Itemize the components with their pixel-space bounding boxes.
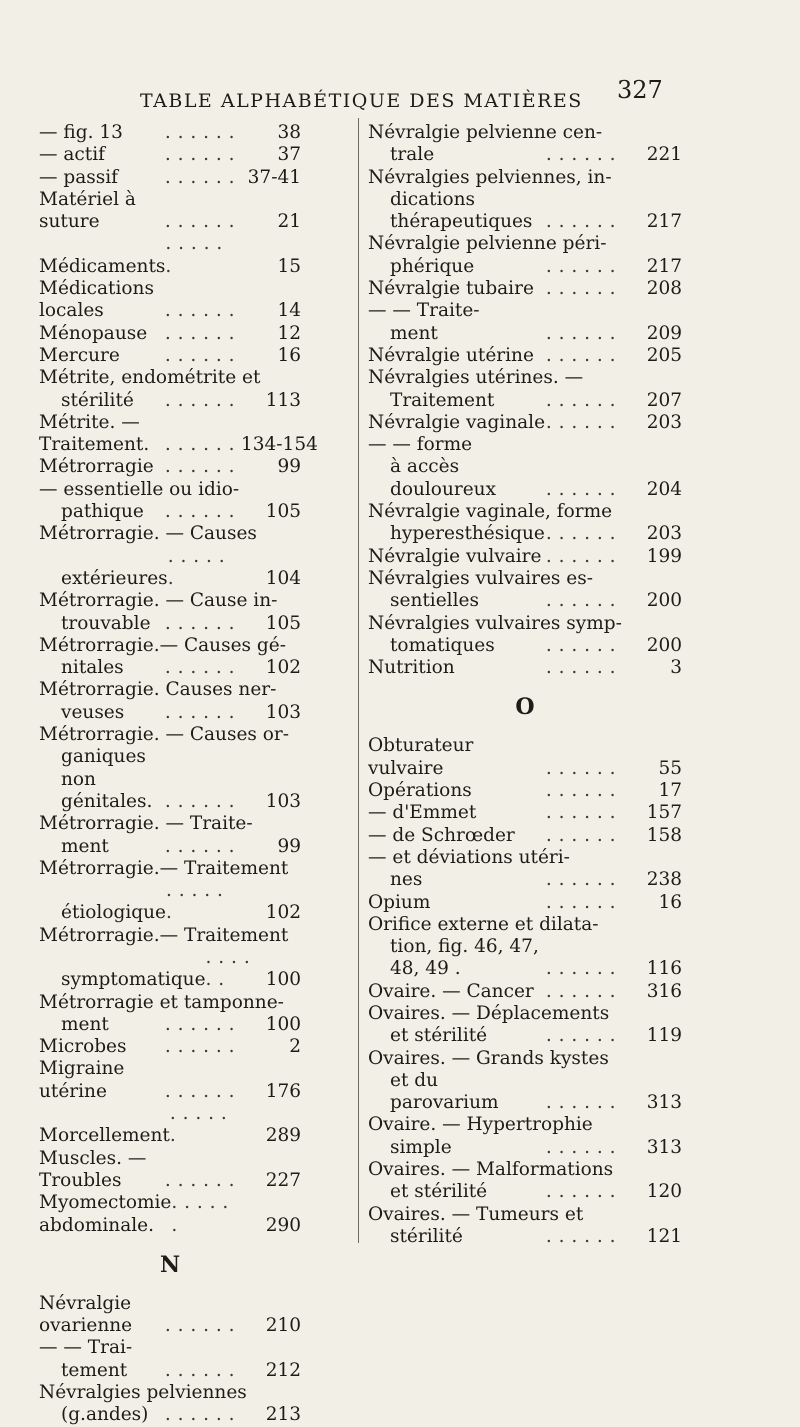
- entry-page-number: 16: [277, 344, 301, 366]
- entry-text: Métrorragie. — Traite-: [39, 813, 253, 835]
- leader-dots: . . . . . .: [545, 211, 616, 233]
- leader-dots: . . . . . .: [545, 590, 616, 612]
- index-entry: [39, 1337, 301, 1382]
- index-entry: [368, 1204, 682, 1249]
- entry-text: Muscles. — Troubles: [39, 1147, 147, 1191]
- entry-text: Métrite, endométrite et: [39, 367, 261, 389]
- entry-text: Myomectomie abdominale.: [39, 1192, 172, 1236]
- leader-dots: . . . . . .: [164, 701, 235, 723]
- entry-page-number: 313: [646, 1136, 682, 1158]
- entry-page-number: 207: [646, 389, 682, 411]
- entry-page-number: 119: [646, 1025, 682, 1047]
- entry-text: Opium: [368, 891, 431, 913]
- entry-page-number: 99: [277, 835, 301, 857]
- index-entry: [39, 992, 301, 1037]
- leader-dots: . . . . . .: [164, 434, 235, 456]
- entry-text: Ovaires. — Grands kystes: [368, 1047, 609, 1069]
- index-entry: [39, 523, 301, 590]
- entry-page-number: 199: [646, 545, 682, 567]
- index-entry: [39, 1036, 301, 1058]
- index-entry: [368, 300, 682, 345]
- entry-text: — actif: [39, 144, 105, 166]
- leader-dots: . . . . . .: [545, 389, 616, 411]
- entry-text: Morcellement: [39, 1125, 170, 1147]
- entry-text: tion, fig. 46, 47, 48, 49 .: [390, 936, 539, 980]
- leader-dots: . . . . . .: [545, 824, 616, 846]
- leader-dots: . . . . . .: [164, 322, 235, 344]
- entry-text: Médications locales: [39, 278, 154, 322]
- index-entry: [368, 914, 682, 981]
- entry-text: Matériel à suture: [39, 188, 136, 233]
- entry-page-number: 208: [646, 278, 682, 300]
- leader-dots: . . . . . .: [164, 300, 235, 322]
- index-entry: [368, 1003, 682, 1048]
- entry-text: — essentielle ou idio-: [39, 478, 240, 500]
- entry-text: tomatiques: [390, 634, 495, 656]
- index-entry: [368, 546, 682, 568]
- entry-page-number: 102: [265, 657, 301, 679]
- leader-dots: . . . . . .: [545, 869, 616, 891]
- entry-page-number: 205: [646, 344, 682, 366]
- index-entry: [368, 167, 682, 234]
- entry-text: Métrorragie. — Causes: [39, 523, 257, 545]
- entry-text: Microbes: [39, 1036, 127, 1058]
- leader-dots: . . . . . .: [545, 322, 616, 344]
- entry-text: extérieures: [61, 567, 168, 589]
- entry-page-number: 12: [277, 322, 301, 344]
- index-entry: [39, 323, 301, 345]
- entry-text: simple: [390, 1136, 452, 1158]
- entry-text: Névralgie utérine: [368, 344, 534, 366]
- entry-text: Métrorragie et tamponne-: [39, 991, 284, 1013]
- index-entry: [368, 122, 682, 167]
- entry-page-number: 209: [646, 322, 682, 344]
- entry-text: ganiques non génitales.: [61, 746, 153, 812]
- entry-text: Métrorragie. — Cause in-: [39, 590, 278, 612]
- entry-page-number: 134-154: [241, 434, 318, 456]
- column-divider: [358, 118, 359, 1243]
- entry-text: phérique: [390, 255, 475, 277]
- leader-dots: . . . . . .: [164, 790, 235, 812]
- leader-dots: . . . . . .: [171, 1192, 229, 1236]
- index-entry: [39, 122, 301, 144]
- leader-dots: . . . . . .: [164, 501, 235, 523]
- entry-text: Ovaire. — Cancer: [368, 980, 534, 1002]
- leader-dots: . . . . . .: [164, 456, 235, 478]
- entry-page-number: 105: [265, 501, 301, 523]
- index-entry: [368, 345, 682, 367]
- index-entry: [39, 167, 301, 189]
- entry-text: Névralgie tubaire: [368, 278, 534, 300]
- leader-dots: . . . . . .: [164, 1013, 235, 1035]
- entry-text: Nutrition: [368, 657, 455, 679]
- index-entry: [39, 189, 301, 234]
- leader-dots: . . . . . .: [164, 835, 235, 857]
- entry-page-number: 227: [265, 1169, 301, 1191]
- leader-dots: . . . . . .: [545, 523, 616, 545]
- entry-text: Névralgies vulvaires es-: [368, 567, 593, 589]
- index-entry: [368, 278, 682, 300]
- index-entry: [368, 233, 682, 278]
- leader-dots: . . . . . .: [164, 389, 235, 411]
- entry-text: stérilité: [390, 1225, 463, 1247]
- entry-text: et stérilité: [390, 1025, 488, 1047]
- leader-dots: . . . . . .: [545, 411, 616, 433]
- index-entry: [39, 144, 301, 166]
- entry-page-number: 238: [646, 869, 682, 891]
- entry-page-number: 103: [265, 701, 301, 723]
- entry-text: Névralgie pelvienne cen-: [368, 122, 603, 143]
- leader-dots: . . . . . .: [545, 1225, 616, 1247]
- leader-dots: . . . . . .: [164, 1169, 235, 1191]
- leader-dots: . . . . . .: [164, 1315, 235, 1337]
- entry-text: trouvable: [61, 612, 151, 634]
- entry-text: nitales: [61, 657, 124, 679]
- entry-text: Névralgie vaginale: [368, 411, 546, 433]
- entry-page-number: 200: [646, 634, 682, 656]
- leader-dots: . . . . . .: [164, 122, 235, 143]
- entry-text: Métrorragie.— Causes gé-: [39, 634, 286, 656]
- entry-text: Obturateur vulvaire: [368, 735, 474, 779]
- index-entry: [39, 1382, 301, 1427]
- right-column: [368, 122, 682, 1248]
- entry-page-number: 102: [265, 902, 301, 924]
- entry-page-number: 55: [658, 757, 682, 779]
- index-entry: [368, 847, 682, 892]
- leader-dots: . . . . . .: [164, 144, 235, 166]
- entry-page-number: 213: [265, 1404, 301, 1426]
- index-entry: [39, 411, 318, 457]
- entry-text: Traitement: [390, 389, 495, 411]
- entry-page-number: 113: [265, 389, 301, 411]
- entry-page-number: 17: [658, 780, 682, 802]
- index-entry: [368, 501, 682, 546]
- entry-page-number: 203: [646, 411, 682, 433]
- entry-text: Ovaires. — Malformations: [368, 1159, 614, 1181]
- index-entry: [39, 635, 301, 680]
- index-entry: [368, 802, 682, 824]
- entry-text: — — Traite-: [368, 300, 480, 322]
- entry-page-number: 210: [265, 1315, 301, 1337]
- entry-page-number: 290: [265, 1214, 301, 1236]
- entry-text: nes: [390, 869, 423, 891]
- index-entry: [368, 1159, 682, 1204]
- entry-text: tement: [61, 1359, 128, 1381]
- index-entry: [368, 825, 682, 847]
- index-entry: [39, 456, 301, 478]
- index-entry: [368, 613, 682, 658]
- entry-text: symptomatique: [61, 969, 206, 991]
- index-entry: [39, 479, 301, 524]
- index-entry: [39, 813, 301, 858]
- entry-text: Médicaments: [39, 255, 166, 277]
- leader-dots: . . . . . .: [545, 757, 616, 779]
- entry-text: — d'Emmet: [368, 802, 477, 824]
- entry-text: Névralgies pelviennes: [39, 1382, 247, 1404]
- index-entry: [39, 1293, 301, 1338]
- entry-page-number: 103: [265, 790, 301, 812]
- leader-dots: . . . . . .: [164, 211, 235, 233]
- leader-dots: . . . . . .: [545, 1092, 616, 1114]
- leader-dots: . . . . . .: [169, 1103, 228, 1147]
- entry-page-number: 99: [277, 456, 301, 478]
- entry-text: ment: [390, 322, 438, 344]
- leader-dots: . . . . . .: [545, 1136, 616, 1158]
- entry-text: Névralgies vulvaires symp-: [368, 612, 622, 634]
- entry-text: Orifice externe et dilata-: [368, 913, 599, 935]
- leader-dots: . . . . . .: [545, 255, 616, 277]
- leader-dots: . . . . . .: [165, 880, 224, 924]
- entry-text: étiologique: [61, 902, 166, 924]
- entry-page-number: 37-41: [247, 166, 301, 188]
- index-entry: [39, 278, 301, 323]
- index-entry: [368, 892, 682, 914]
- leader-dots: . . . . . .: [545, 780, 616, 802]
- leader-dots: . . . . . .: [164, 612, 235, 634]
- entry-text: Ovaires. — Déplacements: [368, 1002, 610, 1024]
- entry-page-number: 289: [265, 1125, 301, 1147]
- index-entry: [368, 412, 682, 434]
- index-entry: [368, 657, 682, 679]
- entry-page-number: 212: [265, 1359, 301, 1381]
- leader-dots: . . . . . .: [165, 233, 223, 277]
- entry-page-number: 100: [265, 969, 301, 991]
- entry-text: Migraine utérine: [39, 1058, 125, 1102]
- entry-page-number: 38: [277, 122, 301, 143]
- entry-text: — de Schrœder: [368, 824, 515, 846]
- index-entry: [39, 724, 301, 813]
- index-entry: [39, 233, 301, 278]
- entry-text: Métrite. — Traitement.: [39, 411, 150, 456]
- entry-page-number: 100: [265, 1013, 301, 1035]
- page-number: 327: [617, 76, 663, 104]
- leader-dots: . . . . . .: [545, 980, 616, 1002]
- leader-dots: . . . . . .: [545, 545, 616, 567]
- entry-text: et du parovarium: [390, 1069, 499, 1114]
- leader-dots: . . . . . .: [545, 1181, 616, 1203]
- index-entry: [368, 434, 682, 501]
- index-entry: [39, 1058, 301, 1103]
- entry-text: Ovaires. — Tumeurs et: [368, 1203, 584, 1225]
- entry-page-number: 105: [265, 612, 301, 634]
- entry-page-number: 200: [646, 590, 682, 612]
- entry-text: pathique: [61, 501, 144, 523]
- entry-page-number: 313: [646, 1092, 682, 1114]
- index-entry: [368, 568, 682, 613]
- section-letter: N: [159, 1251, 181, 1278]
- index-entry: [368, 367, 682, 412]
- entry-page-number: 37: [277, 144, 301, 166]
- leader-dots: . . . . . .: [545, 1025, 616, 1047]
- index-entry: [39, 1103, 301, 1148]
- index-entry: [39, 590, 301, 635]
- entry-text: — et déviations utéri-: [368, 846, 570, 868]
- entry-text: Ovaire. — Hypertrophie: [368, 1114, 593, 1136]
- entry-text: sentielles: [390, 590, 479, 612]
- entry-text: Ménopause: [39, 322, 148, 344]
- entry-text: dications thérapeutiques: [390, 188, 533, 233]
- left-column: [39, 122, 318, 1427]
- entry-text: à accès douloureux: [390, 456, 497, 500]
- entry-text: — — Trai-: [39, 1337, 133, 1359]
- entry-text: trale: [390, 144, 435, 166]
- entry-text: Métrorragie: [39, 456, 154, 478]
- leader-dots: . . . . . .: [164, 1359, 235, 1381]
- entry-text: Mercure: [39, 344, 120, 366]
- entry-text: et stérilité: [390, 1181, 488, 1203]
- entry-page-number: 3: [670, 657, 682, 679]
- index-entry: [39, 345, 301, 367]
- entry-page-number: 203: [646, 523, 682, 545]
- entry-text: veuses: [61, 701, 125, 723]
- entry-text: — passif: [39, 166, 119, 188]
- entry-text: Métrorragie.— Traitement: [39, 857, 289, 879]
- page-title: TABLE ALPHABÉTIQUE DES MATIÈRES: [140, 90, 583, 112]
- entry-text: hyperesthésique: [390, 523, 545, 545]
- section-letter: O: [515, 694, 535, 721]
- entry-text: (g.andes): [61, 1404, 149, 1426]
- entry-page-number: 15: [277, 255, 301, 277]
- leader-dots: . . . . . .: [545, 958, 616, 980]
- entry-page-number: 217: [646, 211, 682, 233]
- leader-dots: . . . . . .: [545, 634, 616, 656]
- index-entry: [39, 1192, 301, 1237]
- leader-dots: . . . . . .: [545, 891, 616, 913]
- entry-text: Névralgie pelvienne péri-: [368, 233, 607, 255]
- entry-text: Névralgie vulvaire: [368, 545, 542, 567]
- entry-page-number: 21: [277, 211, 301, 233]
- entry-page-number: 157: [646, 802, 682, 824]
- entry-text: Névralgie ovarienne: [39, 1292, 133, 1337]
- index-entry: [368, 1048, 682, 1115]
- leader-dots: . . . . . .: [545, 478, 616, 500]
- entry-page-number: 316: [646, 980, 682, 1002]
- leader-dots: . . . . . .: [545, 144, 616, 166]
- entry-page-number: 204: [646, 478, 682, 500]
- entry-page-number: 217: [646, 255, 682, 277]
- entry-page-number: 16: [658, 891, 682, 913]
- leader-dots: . . . . . .: [545, 657, 616, 679]
- leader-dots: . . . . . .: [164, 166, 235, 188]
- entry-page-number: 158: [646, 824, 682, 846]
- leader-dots: . . . . . .: [164, 657, 235, 679]
- entry-page-number: 221: [646, 144, 682, 166]
- entry-text: Névralgies pelviennes, in-: [368, 166, 612, 188]
- entry-page-number: 121: [646, 1225, 682, 1247]
- leader-dots: . . . . . .: [164, 1404, 235, 1426]
- leader-dots: . . . . . .: [545, 344, 616, 366]
- index-entry: [368, 1114, 682, 1159]
- entry-page-number: 176: [265, 1080, 301, 1102]
- entry-page-number: 104: [265, 567, 301, 589]
- index-entry: [39, 1148, 301, 1193]
- entry-text: Opérations: [368, 780, 472, 802]
- index-entry: [39, 925, 301, 992]
- leader-dots: . . . . . .: [167, 545, 226, 589]
- index-entry: [368, 780, 682, 802]
- leader-dots: . . . . . .: [545, 802, 616, 824]
- entry-text: ment: [61, 835, 109, 857]
- entry-page-number: 2: [289, 1036, 301, 1058]
- index-entry: [368, 981, 682, 1003]
- entry-text: Névralgie vaginale, forme: [368, 501, 613, 523]
- index-entry: [368, 735, 682, 780]
- entry-text: Métrorragie. Causes ner-: [39, 679, 277, 701]
- entry-text: Névralgies utérines. —: [368, 367, 584, 389]
- index-entry: [39, 858, 301, 925]
- leader-dots: . . . . . .: [164, 1036, 235, 1058]
- leader-dots: . . . . . .: [164, 344, 235, 366]
- leader-dots: . . . . . .: [545, 278, 616, 300]
- index-entry: [39, 367, 301, 412]
- leader-dots: . . . . . .: [164, 1080, 235, 1102]
- entry-text: stérilité: [61, 389, 134, 411]
- entry-page-number: 116: [646, 958, 682, 980]
- entry-page-number: 14: [277, 300, 301, 322]
- entry-text: Métrorragie.— Traitement: [39, 924, 289, 946]
- entry-text: — fig. 13: [39, 122, 123, 143]
- leader-dots: . . . . . .: [205, 946, 251, 991]
- entry-text: ment: [61, 1013, 109, 1035]
- entry-text: — — forme: [368, 434, 473, 456]
- entry-text: Métrorragie. — Causes or-: [39, 724, 290, 746]
- index-entry: [39, 679, 301, 724]
- entry-page-number: 120: [646, 1181, 682, 1203]
